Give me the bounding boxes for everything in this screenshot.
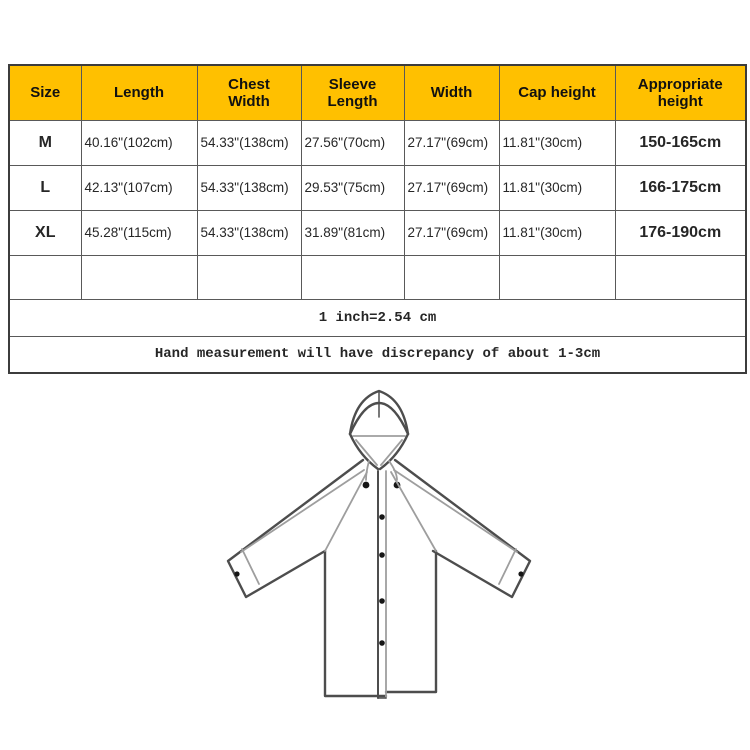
- placket-button: [379, 640, 385, 646]
- table-body: [9, 120, 746, 373]
- value-cell: 54.33"(138cm): [197, 210, 301, 255]
- value-cell: [499, 255, 615, 299]
- value-cell: 11.81"(30cm): [499, 120, 615, 165]
- size-cell: M: [9, 120, 81, 165]
- value-cell: 54.33"(138cm): [197, 165, 301, 210]
- header-cell: Size: [9, 65, 81, 120]
- header-cell: Sleeve Length: [301, 65, 404, 120]
- value-cell: 29.53"(75cm): [301, 165, 404, 210]
- placket-button: [379, 514, 385, 520]
- right-cuff-seam: [499, 549, 516, 584]
- table-row: [9, 120, 746, 165]
- size-cell: L: [9, 165, 81, 210]
- value-cell: [404, 255, 499, 299]
- value-cell: 11.81"(30cm): [499, 165, 615, 210]
- header-cell: Appropriate height: [615, 65, 746, 120]
- left-cuff-snap: [234, 571, 239, 576]
- note-cell: Hand measurement will have discrepancy of about 1-3cm: [9, 336, 746, 373]
- value-cell: 27.17"(69cm): [404, 210, 499, 255]
- header-cell: Width: [404, 65, 499, 120]
- header-cell: Chest Width: [197, 65, 301, 120]
- placket-button: [379, 552, 385, 558]
- value-cell: 166-175cm: [615, 165, 746, 210]
- left-cuff-seam: [242, 549, 259, 584]
- left-sleeve: [228, 460, 363, 597]
- table-row: [9, 210, 746, 255]
- hood-lower-right: [380, 434, 408, 469]
- right-sleeve: [395, 460, 530, 597]
- value-cell: [615, 255, 746, 299]
- size-cell: [9, 255, 81, 299]
- value-cell: 40.16"(102cm): [81, 120, 197, 165]
- value-cell: 176-190cm: [615, 210, 746, 255]
- hood-lower-left: [350, 434, 378, 469]
- header-cell: Length: [81, 65, 197, 120]
- value-cell: 11.81"(30cm): [499, 210, 615, 255]
- size-cell: XL: [9, 210, 81, 255]
- drawstring-toggle-left: [363, 482, 370, 489]
- header-row: [9, 65, 746, 120]
- value-cell: [301, 255, 404, 299]
- note-row: [9, 299, 746, 336]
- body-right-edge: [386, 551, 436, 692]
- right-cuff-snap: [518, 571, 523, 576]
- size-chart-table: [8, 64, 747, 374]
- value-cell: 42.13"(107cm): [81, 165, 197, 210]
- note-row: [9, 336, 746, 373]
- value-cell: 27.56"(70cm): [301, 120, 404, 165]
- value-cell: 54.33"(138cm): [197, 120, 301, 165]
- value-cell: [197, 255, 301, 299]
- value-cell: 31.89"(81cm): [301, 210, 404, 255]
- empty-row: [9, 255, 746, 299]
- value-cell: 150-165cm: [615, 120, 746, 165]
- value-cell: [81, 255, 197, 299]
- header-cell: Cap height: [499, 65, 615, 120]
- placket-button: [379, 598, 385, 604]
- note-cell: 1 inch=2.54 cm: [9, 299, 746, 336]
- raincoat-illustration: [0, 375, 750, 750]
- value-cell: 27.17"(69cm): [404, 165, 499, 210]
- value-cell: 27.17"(69cm): [404, 120, 499, 165]
- value-cell: 45.28"(115cm): [81, 210, 197, 255]
- table-row: [9, 165, 746, 210]
- body-left-edge: [325, 551, 386, 696]
- drawstring-left: [366, 461, 369, 480]
